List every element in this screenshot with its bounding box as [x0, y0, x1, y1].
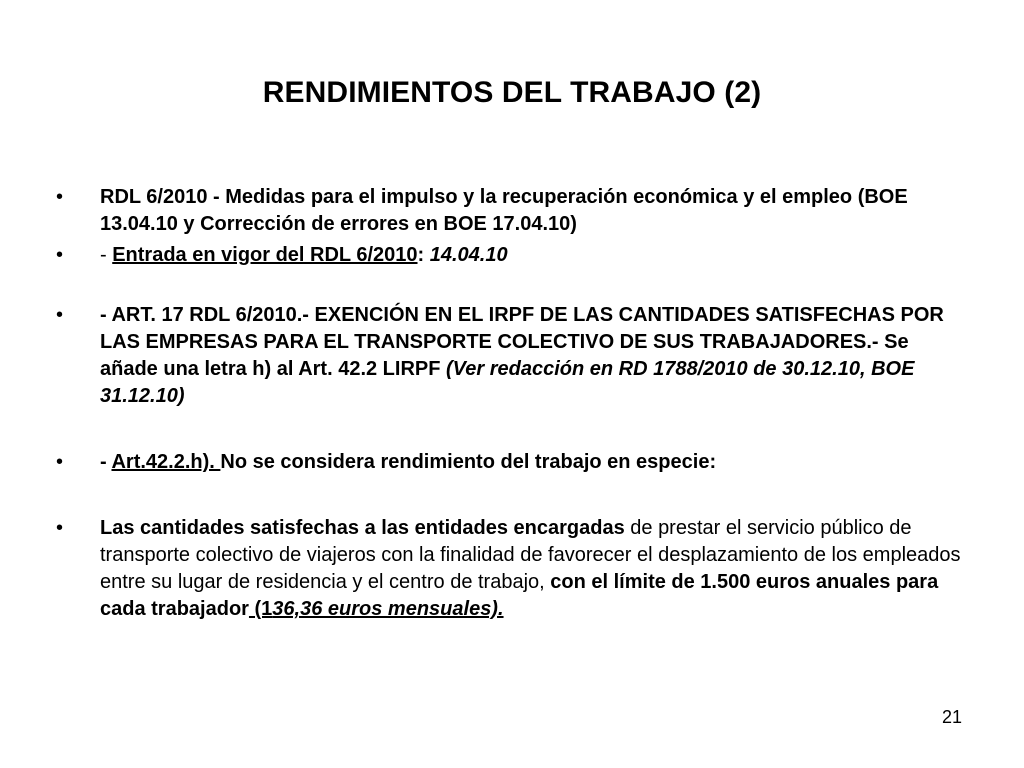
- colon: :: [417, 244, 425, 266]
- bullet-art17: [56, 302, 966, 410]
- bullet-icon: •: [56, 304, 64, 326]
- art17-text: - ART. 17 RDL 6/2010.- EXENCIÓN EN EL IRPF DE LAS CANTIDADES SATISFECHAS POR LAS EMPRESAS PARA EL TRANSPORTE COLECTIVO DE SUS TRABAJADORES.- Se añade una letra h) al Art. 42.2 LIRPF: [100, 304, 944, 380]
- art42-text: No se considera rendimiento del trabajo en especie:: [220, 451, 717, 473]
- bullet-list: [56, 184, 966, 623]
- entrada-vigor-link[interactable]: Entrada en vigor del RDL 6/2010: [112, 244, 418, 266]
- cantidades-bold: Las cantidades satisfechas a las entidades encargadas: [100, 517, 625, 539]
- entrada-vigor-date: 14.04.10: [424, 244, 508, 266]
- cantidades-normal: de prestar el servicio público de transporte colectivo de viajeros con la finalidad de favorecer el desplazamiento de los empleados entre su lugar de residencia y el centro de trabajo,: [100, 517, 961, 593]
- slide-title: RENDIMIENTOS DEL TRABAJO (2): [262, 76, 762, 109]
- bullet-cantidades: [56, 515, 966, 623]
- art17-reference: (Ver redacción en RD 1788/2010 de 30.12.10, BOE 31.12.10): [100, 358, 915, 407]
- bullet-icon: •: [56, 451, 64, 473]
- bullet-icon: •: [56, 244, 64, 266]
- cantidades-monthly: 36,36 euros mensuales): [272, 598, 498, 620]
- page-number: 21: [941, 707, 962, 727]
- bullet-art42: [56, 449, 966, 476]
- art42-link[interactable]: Art.42.2.h).: [111, 451, 221, 473]
- rdl-description: RDL 6/2010 - Medidas para el impulso y la recuperación económica y el empleo (BOE 13.04.10 y Corrección de errores en BOE 17.04.10): [100, 186, 908, 235]
- bullet-rdl: [56, 184, 966, 238]
- dash-prefix: -: [100, 451, 112, 473]
- cantidades-monthly-open: (1: [248, 598, 273, 620]
- bullet-icon: •: [56, 186, 64, 208]
- dash-prefix: -: [100, 244, 113, 266]
- bullet-icon: •: [56, 517, 64, 539]
- cantidades-limit: con el límite de 1.500 euros anuales para cada trabajador: [100, 571, 939, 620]
- bullet-entrada-vigor: [56, 242, 966, 269]
- cantidades-end: .: [497, 598, 504, 620]
